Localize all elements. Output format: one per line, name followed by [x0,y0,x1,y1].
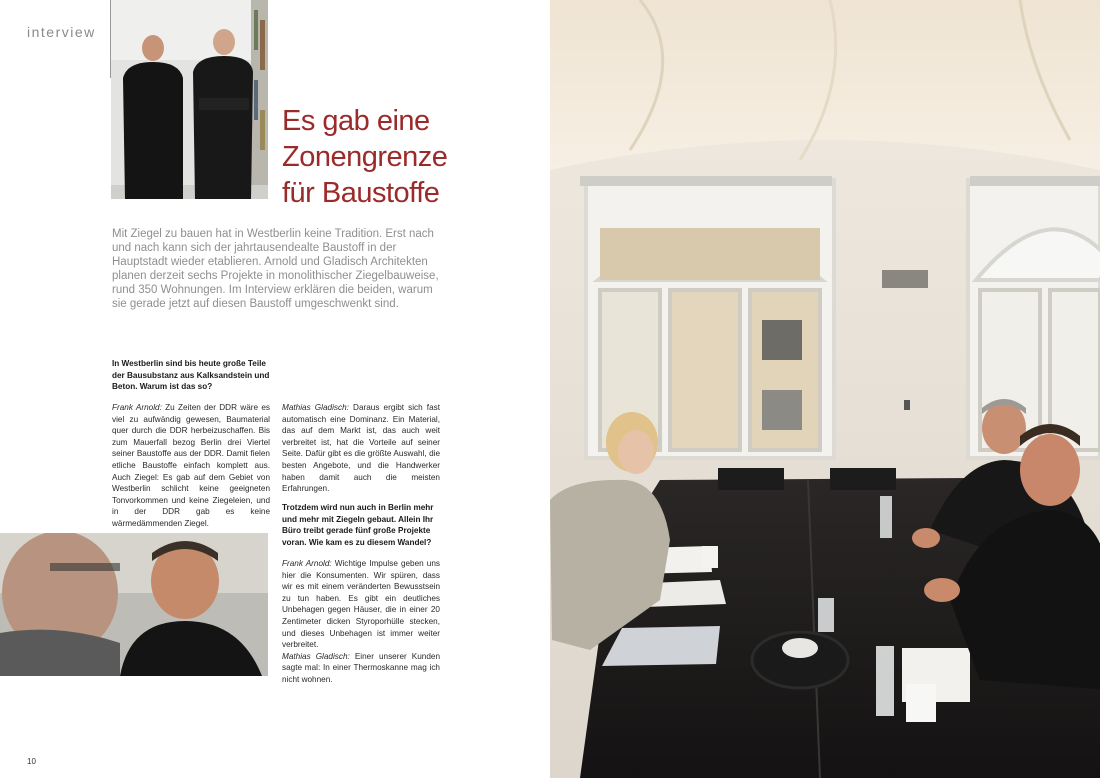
architects-portrait-photo [111,0,268,199]
headline-line-1: Es gab eine [282,105,430,137]
answer-column-1 [112,402,270,530]
speaker-name: Mathias Gladisch: [282,403,349,412]
answer-1 [112,402,270,530]
answer-2 [282,402,440,495]
conversation-photo [0,533,268,676]
answer-4 [282,651,440,686]
answer-column-3 [282,558,440,686]
meeting-room-photo [550,0,1100,778]
answer-text: Zu Zeiten der DDR wäre es viel zu aufwändig gewesen, Baumaterial quer durch die DDR herbeizuschaffen. Bis zum Mauerfall bezog Berlin drei Viertel seiner Baustoffe aus der DDR. Damit fielen etliche Baustoffe einfach komplett aus. Auch Ziegel: Es gab auf dem Gebiet von Westberlin schlicht keine geeigneten Tonvorkommen und keine Ziegeleien, und in der DDR gab es keine wärmedämmenden Ziegel. [112,403,270,528]
question-1: In Westberlin sind bis heute große Teile der Bausubstanz aus Kalksandstein und Beton. Warum ist das so? [112,359,270,391]
speaker-name: Mathias Gladisch: [282,651,350,661]
headline [282,103,522,211]
answer-3 [282,558,440,651]
headline-line-3: für Baustoffe [282,177,440,209]
answer-text: Daraus ergibt sich fast automatisch eine Dominanz. Ein Material, das auf dem Markt ist, das auch weit verbreitet ist, hat die Vorteile auf seiner Seite. Dafür gibt es die größte Auswahl, die besten Angebote, und die Handwerker haben damit auch die meisten Erfahrungen. [282,403,441,494]
question-2: Trotzdem wird nun auch in Berlin mehr und mehr mit Ziegeln gebaut. Allein Ihr Büro treibt gerade fünf große Projekte voran. Wie kam es zu diesem Wandel? [282,503,434,547]
answer-text: Wichtige Impulse geben uns hier die Konsumenten. Wir spüren, dass wir es mit einem veränderten Bewusstsein zu tun haben. Es gibt ein deutliches Unbehagen gegen Häuser, die in einer 20 Zentimeter dicken Styroporhülle stecken, und dieses Unbehagen ist immer weiter verbreitet. [282,559,440,650]
headline-line-2: Zonengrenze [282,141,448,173]
speaker-name: Frank Arnold: [112,403,162,412]
speaker-name: Frank Arnold: [282,559,332,568]
intro-text: Mit Ziegel zu bauen hat in Westberlin keine Tradition. Erst nach und nach kann sich der jahrtausendealte Baustoff in der Hauptstadt wieder etablieren. Arnold und Gladisch Architekten planen derzeit sechs Projekte in monolithischer Ziegelbauweise, rund 350 Wohnungen. Im Interview erklären die beiden, warum sie gerade jetzt auf diesen Baustoff umgeschwenkt sind. [112,228,439,310]
section-label: interview [27,24,96,40]
answer-text: Einer unserer Kunden sagte mal: In einer Thermoskanne mag ich nicht wohnen. [282,651,440,684]
answer-column-2 [282,402,440,495]
page-number: 10 [27,757,36,766]
